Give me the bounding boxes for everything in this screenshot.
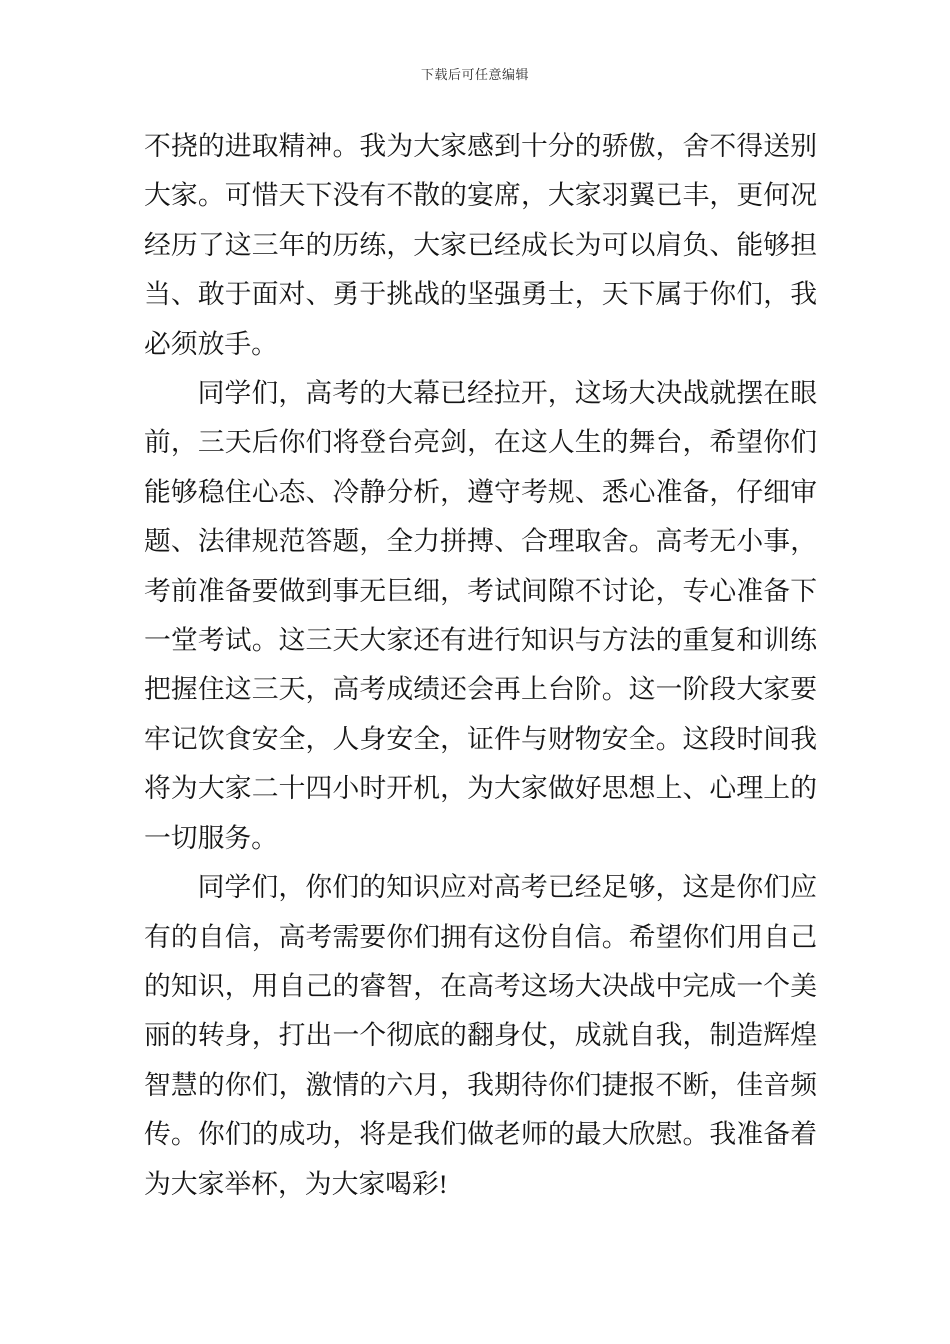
document-body [144,122,817,1209]
page-header-note: 下载后可任意编辑 [420,67,529,82]
paragraph: 同学们，你们的知识应对高考已经足够，这是你们应有的自信，高考需要你们拥有这份自信。希望你们用自己的知识，用自己的睿智，在高考这场大决战中完成一个美丽的转身，打出一个彻底的翻身仗，成就自我，制造辉煌智慧的你们，激情的六月，我期待你们捷报不断，佳音频传。你们的成功，将是我们做老师的最大欣慰。我准备着为大家举杯，为大家喝彩! [144,872,817,1199]
paragraph: 不挠的进取精神。我为大家感到十分的骄傲，舍不得送别大家。可惜天下没有不散的宴席，大家羽翼已丰，更何况经历了这三年的历练，大家已经成长为可以肩负、能够担当、敢于面对、勇于挑战的坚强勇士，天下属于你们，我必须放手。 [144,131,817,359]
paragraph: 同学们，高考的大幕已经拉开，这场大决战就摆在眼前，三天后你们将登台亮剑，在这人生的舞台，希望你们能够稳住心态、冷静分析，遵守考规、悉心准备，仔细审题、法律规范答题，全力拼搏、合理取舍。高考无小事，考前准备要做到事无巨细，考试间隙不讨论，专心准备下一堂考试。这三天大家还有进行知识与方法的重复和训练把握住这三天，高考成绩还会再上台阶。这一阶段大家要牢记饮食安全，人身安全，证件与财物安全。这段时间我将为大家二十四小时开机，为大家做好思想上、心理上的一切服务。 [144,378,817,853]
